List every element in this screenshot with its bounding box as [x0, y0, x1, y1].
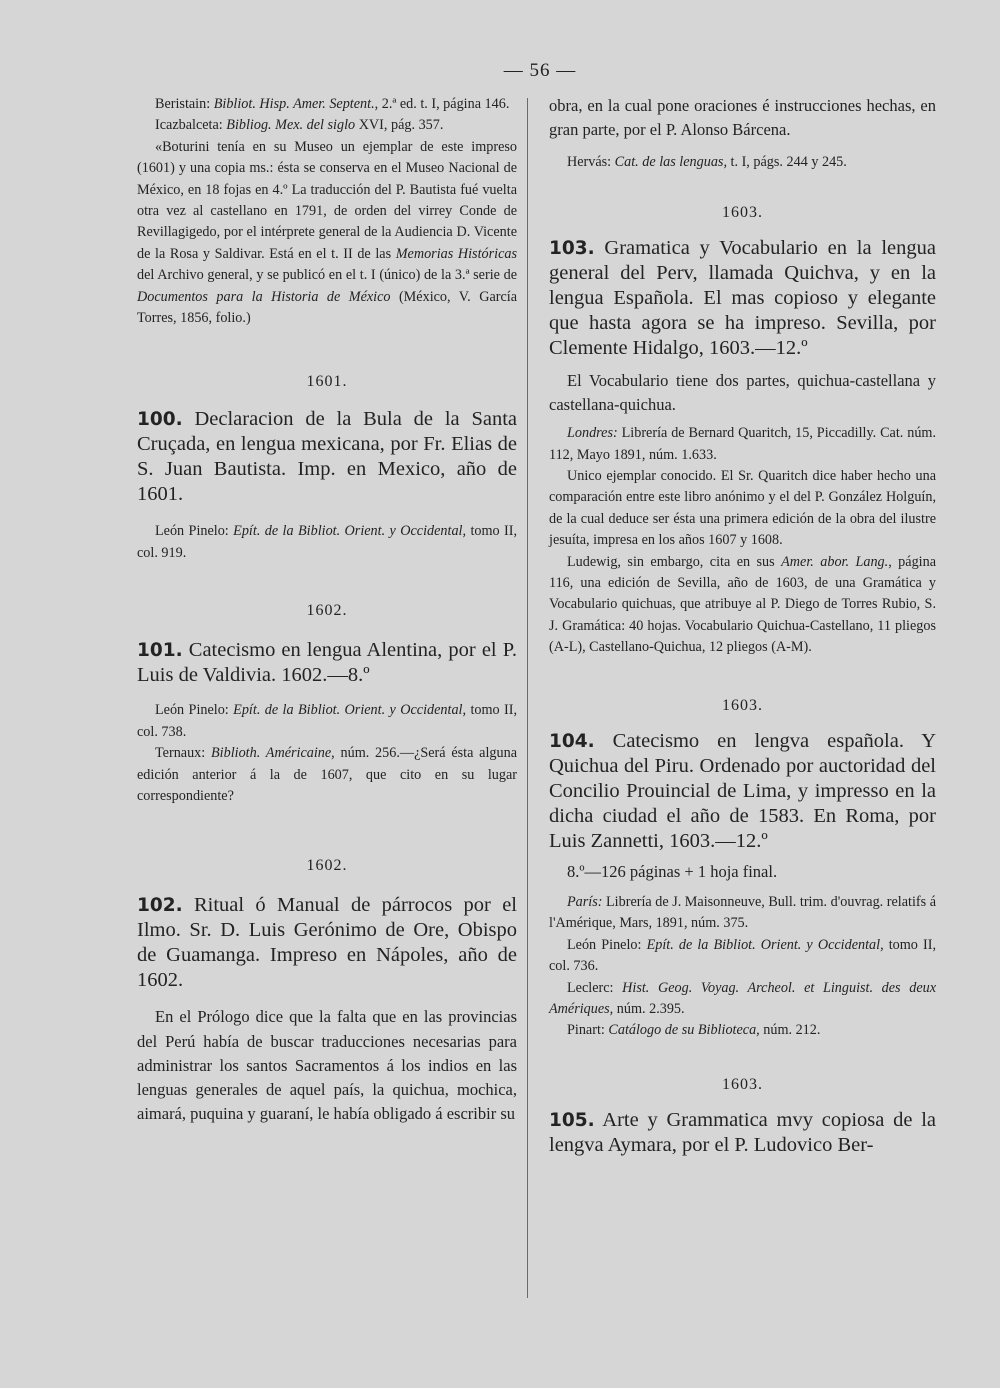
page-number: — 56 — — [503, 60, 577, 81]
body-104: 8.º—126 páginas + 1 hoja final. — [567, 861, 778, 881]
column-divider — [527, 98, 528, 1298]
ref-hervas: Hervás: Cat. de las lenguas, t. I, págs. 244 y 245. — [567, 154, 847, 171]
ref-icazbalceta: Icazbalceta: Bibliog. Mex. del siglo XVI, pág. 357. — [155, 117, 444, 134]
entry-100: 100. Declaracion de la Bula de la Santa Cruçada, en lengua mexicana, por Fr. Elias de S. Juan Bautista. Imp. en Mexico, año de 1601. — [137, 408, 517, 506]
entry-103: 103. Gramatica y Vocabulario en la lengua general del Perv, llamada Quichva, y en la lengua Española. El mas copioso y elegante que hasta agora se ha impreso. Sevilla, por Clemente Hidalgo, 1603.—12.º — [549, 236, 936, 359]
ref-104-paris: París: Librería de J. Maisonneuve, Bull. trim. d'ouvrag. relatifs á l'Amérique, Mars, 1891, núm. 375. — [549, 893, 936, 932]
entry-102: 102. Ritual ó Manual de párrocos por el Ilmo. Sr. D. Luis Gerónimo de Ore, Obispo de Guamanga. Impreso en Nápoles, año de 1602. — [137, 894, 517, 992]
body-102: En el Prólogo dice que la falta que en las provincias del Perú había de buscar traducciones necesarias para administrar los santos Sacramentos á los indios en las lenguas generales de aquel país, la quichua, mochica, aimará, puquina y guaraní, le había obligado á escribir su — [137, 1007, 517, 1124]
ref-101-pinelo: León Pinelo: Epít. de la Bibliot. Orient. y Occidental, tomo II, col. 738. — [137, 702, 518, 740]
note-103-ludewig: Ludewig, sin embargo, cita en sus Amer. abor. Lang., página 116, una edición de Sevilla, año de 1603, de una Gramática y Vocabulario quichuas, que atribuye al P. Diego de Torres Rubio, S. J. Gramática: 40 hojas. Vocabulario Quichua-Castellano, 11 pliegos (A-L), Castellano-Quichua, 12 pliegos (A-M). — [549, 553, 936, 656]
ref-104-pinelo: León Pinelo: Epít. de la Bibliot. Orient. y Occidental, tomo II, col. 736. — [549, 936, 936, 975]
body-continuation: obra, en la cual pone oraciones é instrucciones hechas, en gran parte, por el P. Alonso Bárcena. — [549, 96, 936, 140]
year-heading-1602a: 1602. — [306, 602, 348, 620]
year-heading-1603a: 1603. — [722, 203, 763, 221]
right-column — [549, 94, 936, 1158]
body-103: El Vocabulario tiene dos partes, quichua-castellana y castellana-quichua. — [549, 370, 936, 415]
entry-104: 104. Catecismo en lengva española. Y Quichua del Piru. Ordenado por auctoridad del Concilio Prouincial de Lima, y impresso en la dicha ciudad el año de 1583. En Roma, por Luis Zannetti, 1603.—12.º — [549, 729, 936, 852]
year-heading-1603b: 1603. — [722, 696, 763, 714]
year-heading-1601: 1601. — [306, 373, 348, 391]
note-boturini: «Boturini tenía en su Museo un ejemplar de este impreso (1601) y una copia ms.: ésta se conserva en el Museo Nacional de México, en 18 fojas en 4.º La traducción del P. Bautista fué vuelta otra vez al castellano en 1791, de orden del virrey Conde de Revillagigedo, por el intérprete general de la Audiencia D. Vicente de la Rosa y Saldivar. Está en el t. II de las Memorias Históricas del Archivo general, y se publicó en el t. I (único) de la 3.ª serie de Documentos para la Historia de México (México, V. García Torres, 1856, folio.) — [137, 138, 517, 327]
entry-101: 101. Catecismo en lengua Alentina, por el P. Luis de Valdivia. 1602.—8.º — [137, 639, 517, 687]
ref-104-pinart: Pinart: Catálogo de su Biblioteca, núm. 212. — [567, 1022, 821, 1039]
entry-105: 105. Arte y Grammatica mvy copiosa de la lengva Aymara, por el P. Ludovico Ber- — [549, 1108, 936, 1156]
ref-100-pinelo: León Pinelo: Epít. de la Bibliot. Orient. y Occidental, tomo II, col. 919. — [137, 523, 518, 561]
ref-103-londres: Londres: Librería de Bernard Quaritch, 15, Piccadilly. Cat. núm. 112, Mayo 1891, núm. 1.633. — [549, 425, 936, 463]
year-heading-1603c: 1603. — [722, 1075, 763, 1093]
year-heading-1602b: 1602. — [306, 857, 348, 875]
ref-beristain: Beristain: Bibliot. Hisp. Amer. Septent., 2.ª ed. t. I, página 146. — [155, 96, 510, 112]
ref-104-leclerc: Leclerc: Hist. Geog. Voyag. Archeol. et Linguist. des deux Amériques, núm. 2.395. — [549, 979, 937, 1017]
left-column — [137, 94, 517, 1126]
note-103-unico: Unico ejemplar conocido. El Sr. Quaritch dice haber hecho una comparación entre este libro anónimo y el del P. González Holguín, de la cual deduce ser ésta una primera edición de la obra del ilustre jesuíta, impresa en los años 1607 y 1608. — [549, 468, 936, 549]
ref-101-ternaux: Ternaux: Biblioth. Américaine, núm. 256.—¿Será ésta alguna edición anterior á la de 1607, que cito en su lugar correspondiente? — [137, 745, 518, 804]
